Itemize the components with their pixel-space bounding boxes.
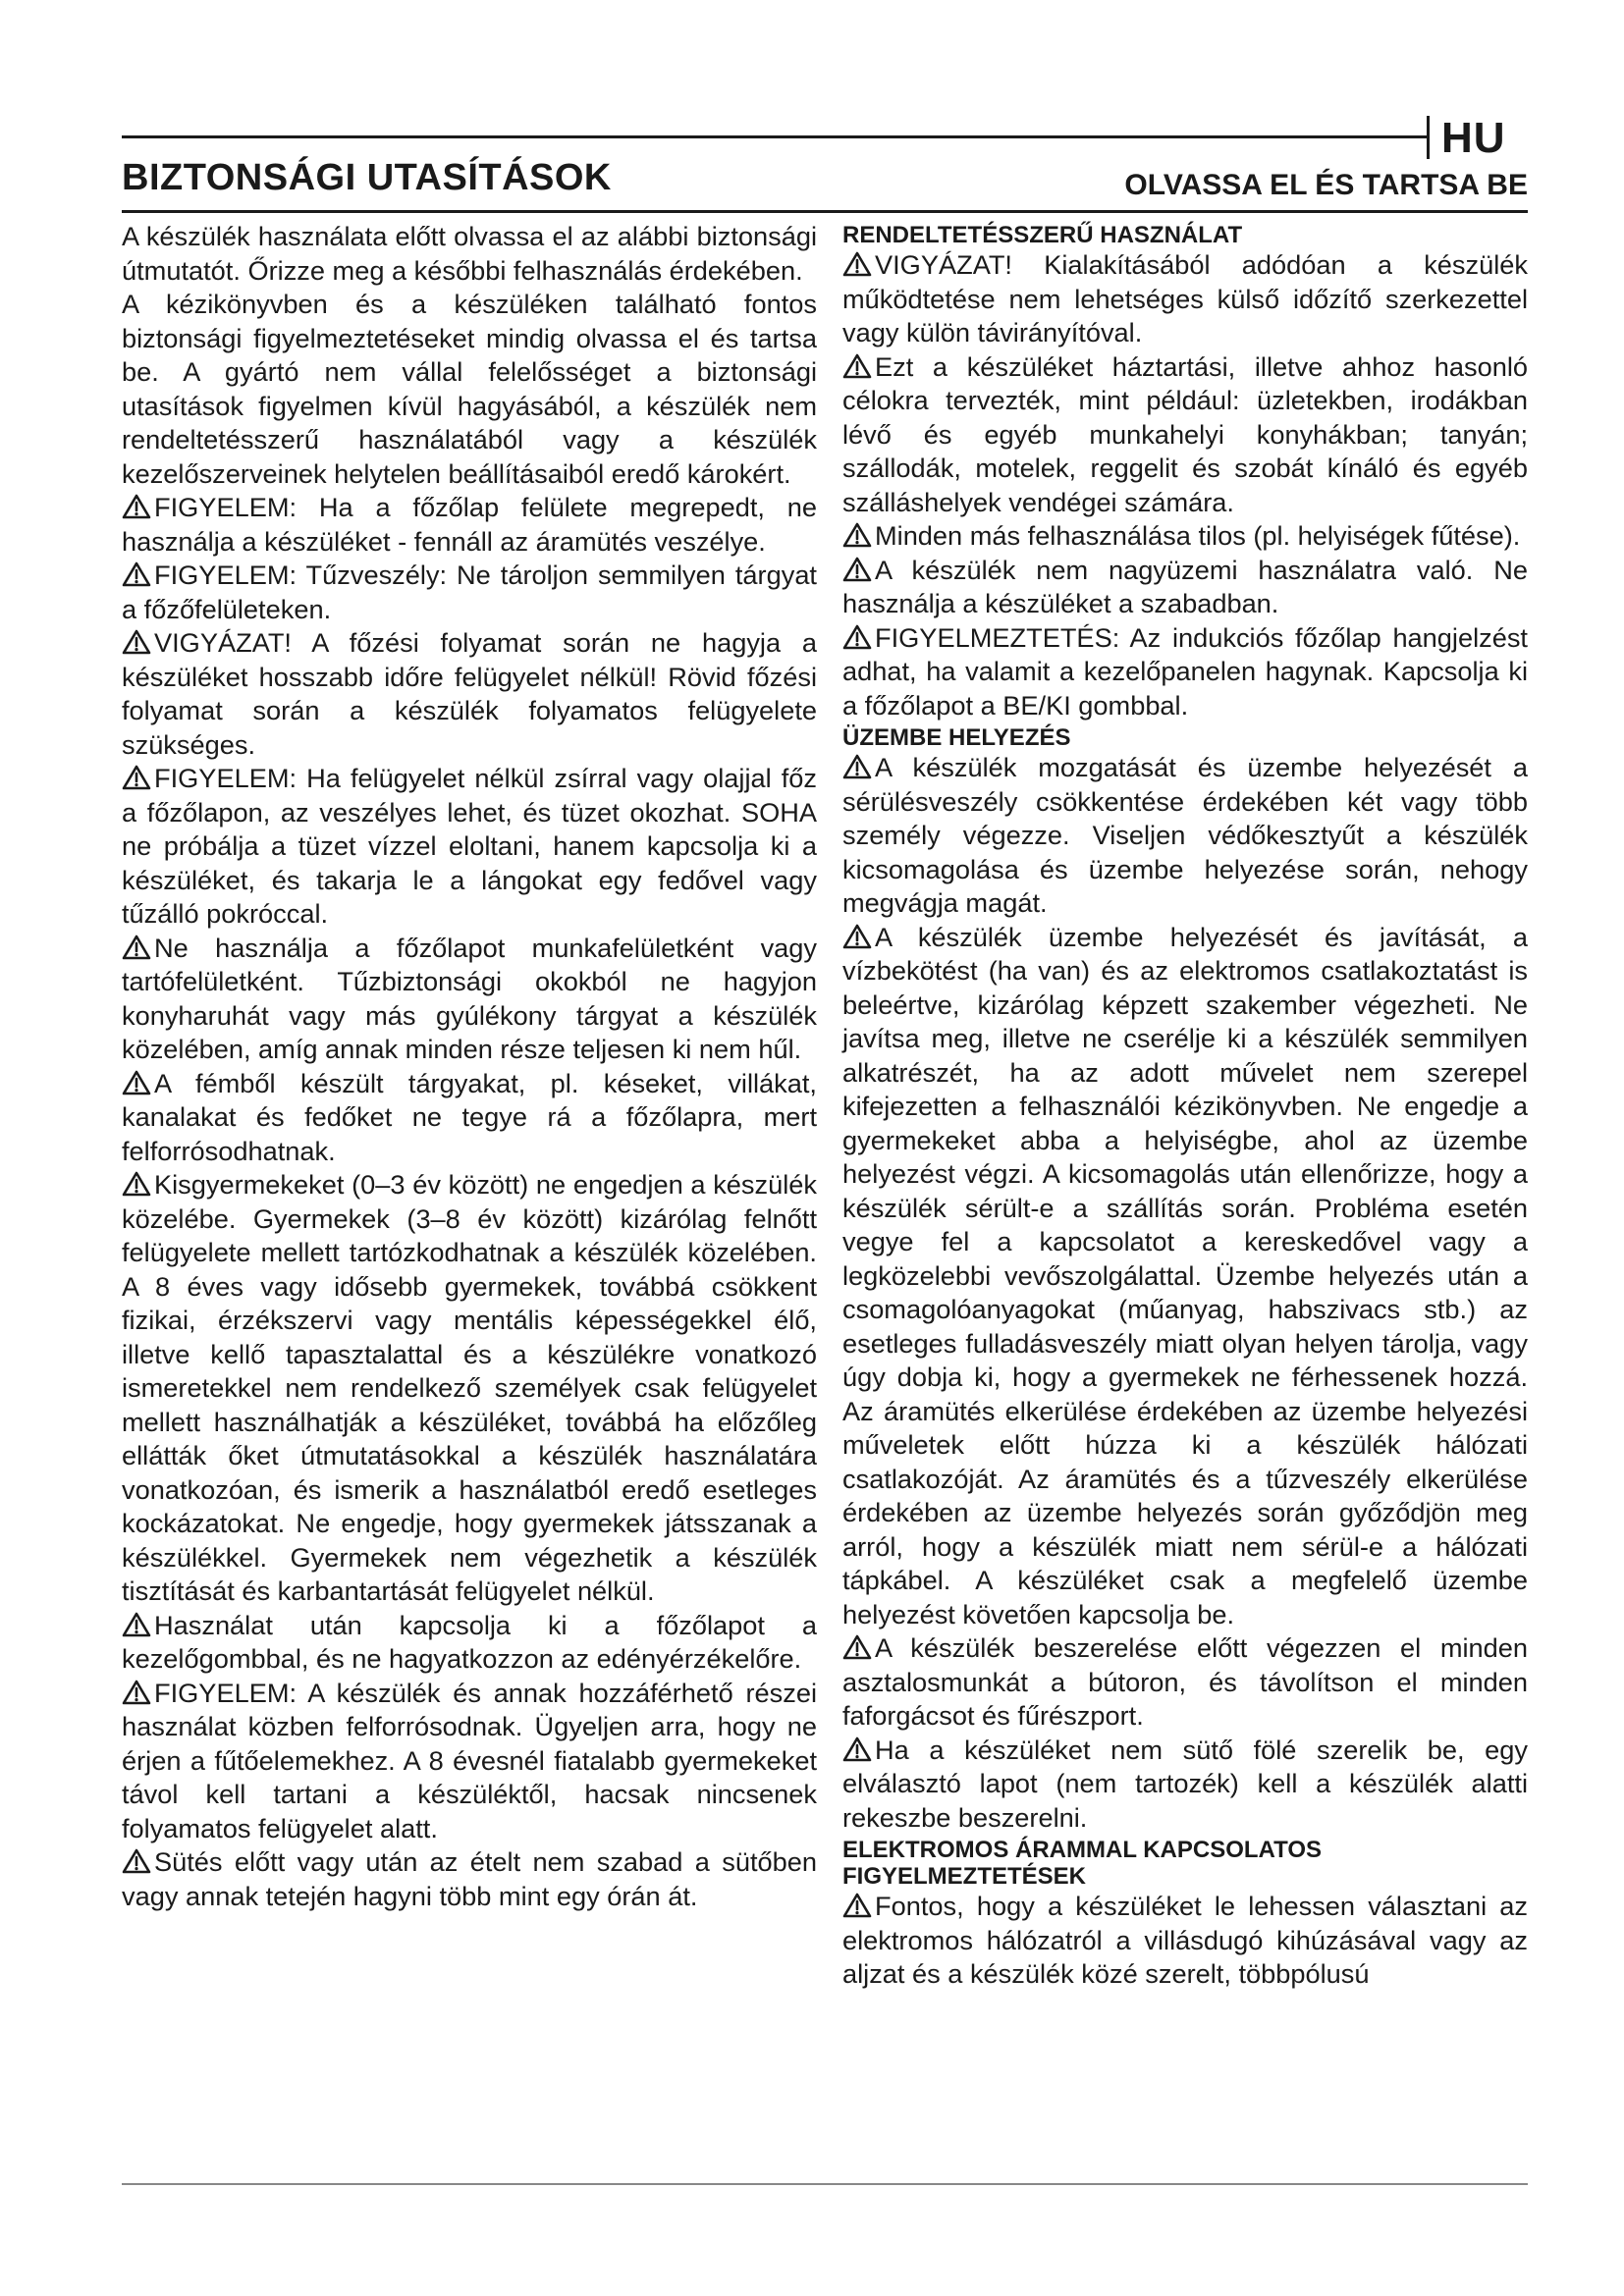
warning-paragraph [122, 559, 817, 626]
warning-triangle-icon [842, 924, 872, 949]
warning-paragraph [842, 350, 1528, 520]
paragraph-text: FIGYELEM: A készülék és annak hozzáférhető részei használat közben felforrósodnak. Ügyeljen arra, hogy ne érjen a fűtőelemekhez. A 8 évesnél fiatalabb gyermekeket távol kell tartani a készüléktől, hacsak nincsenek folyamatos felügyelet alatt. [122, 1677, 817, 1843]
title-rule [122, 210, 1528, 213]
warning-triangle-icon [122, 765, 151, 790]
warning-paragraph [122, 1168, 817, 1609]
warning-triangle-icon [122, 1612, 151, 1637]
page-subtitle: OLVASSA EL ÉS TARTSA BE [1124, 169, 1528, 201]
page-title: BIZTONSÁGI UTASÍTÁSOK [122, 157, 612, 198]
paragraph-text: Ha a készüléket nem sütő fölé szerelik be, egy elválasztó lapot (nem tartozék) kell a készülék alatti rekeszbe beszerelni. [842, 1734, 1528, 1833]
left-column [122, 220, 817, 1913]
paragraph-text: A készülék üzembe helyezését és javítását, a vízbekötést (ha van) és az elektromos csatlakoztatást is beleértve, kizárólag képzett szakember végezheti. Ne javítsa meg, illetve ne cserélje ki a készülék semmilyen alkatrészét, ha az adott művelet nem szerepel kifejezetten a felhasználói kézikönyvben. Ne engedje a gyermekeket abba a helyiségbe, ahol az üzembe helyezést végzi. A kicsomagolás után ellenőrizze, hogy a készülék sérült-e a szállítás során. Probléma esetén vegye fel a kapcsolatot a kereskedővel vagy a legközelebbi vevőszolgálattal. Üzembe helyezés után a csomagolóanyagokat (műanyag, habszivacs stb.) az esetleges fulladásveszély miatt olyan helyen tárolja, vagy úgy dobja ki, hogy a gyermekek ne férhessenek hozzá. Az áramütés elkerülése érdekében az üzembe helyezési műveletek előtt húzza ki a készülék hálózati csatlakozóját. Az áramütés és a tűzveszély elkerülése érdekében az üzembe helyezés során győződjön meg arról, hogy a készülék miatt nem sérül-e a hálózati tápkábel. A készüléket csak a megfelelő üzembe helyezést követően kapcsolja be. [842, 921, 1528, 1629]
warning-paragraph [842, 1734, 1528, 1836]
paragraph-text: A készülék nem nagyüzemi használatra való. Ne használja a készüléket a szabadban. [842, 554, 1528, 618]
warning-paragraph [842, 519, 1528, 554]
warning-triangle-icon [842, 522, 872, 548]
paragraph-text: A kézikönyvben és a készüléken található fontos biztonsági figyelmeztetéseket mindig olvassa el és tartsa be. A gyártó nem vállal felelősséget a biztonsági utasítások figyelmen kívül hagyásából, a készülék nem rendeltetésszerű használatából vagy a készülék kezelőszerveinek helytelen beállításaiból eredő károkért. [122, 289, 817, 489]
footer-rule [122, 2183, 1528, 2185]
warning-triangle-icon [122, 1070, 151, 1095]
language-code: HU [1441, 114, 1506, 162]
warning-paragraph [842, 751, 1528, 921]
warning-paragraph [842, 621, 1528, 723]
paragraph-text: FIGYELEM: Tűzveszély: Ne tároljon semmilyen tárgyat a főzőfelületeken. [122, 560, 817, 624]
warning-paragraph [842, 1631, 1528, 1734]
warning-triangle-icon [122, 1848, 151, 1874]
paragraph-text: Minden más felhasználása tilos (pl. helyiségek fűtése). [875, 520, 1521, 551]
warning-triangle-icon [122, 629, 151, 655]
paragraph-text: FIGYELEM: Ha a főzőlap felülete megrepedt, ne használja a készüléket - fennáll az áramütés veszélye. [122, 492, 817, 557]
paragraph-text: Használat után kapcsolja ki a főzőlapot a kezelőgombbal, és ne hagyatkozzon az edényérzékelőre. [122, 1609, 817, 1674]
paragraph-text: VIGYÁZAT! A főzési folyamat során ne hagyja a készüléket hosszabb időre felügyelet nélkül! Rövid főzési folyamat során a készülék folyamatos felügyelete szükséges. [122, 627, 817, 760]
paragraph-text: Ne használja a főzőlapot munkafelületként vagy tartófelületként. Tűzbiztonsági okokból ne hagyjon konyharuhát vagy más gyúlékony tárgyat a készülék közelében, amíg annak minden része teljesen ki nem hűl. [122, 932, 817, 1064]
warning-paragraph [122, 762, 817, 932]
paragraph-text: FIGYELEM: Ha felügyelet nélkül zsírral vagy olajjal főz a főzőlapon, az veszélyes lehet, és tüzet okozhat. SOHA ne próbálja a tüzet vízzel eloltani, hanem kapcsolja ki a készüléket, és takarja le a lángokat egy fedővel vagy tűzálló pokróccal. [122, 763, 817, 929]
paragraph-text: A készülék beszerelése előtt végezzen el minden asztalosmunkát a bútoron, és távolítson el minden faforgácsot és fűrészport. [842, 1632, 1528, 1731]
warning-triangle-icon [842, 251, 872, 277]
warning-triangle-icon [842, 1634, 872, 1660]
warning-triangle-icon [842, 1736, 872, 1762]
warning-triangle-icon [122, 1680, 151, 1705]
paragraph-text: Ezt a készüléket háztartási, illetve ahhoz hasonló célokra tervezték, mint például: üzletekben, irodákban lévő és egyéb munkahelyi konyhákban; tanyán; szállodák, motelek, reggelit és szobát kínáló és egyéb szálláshelyek vendégei számára. [842, 350, 1528, 517]
paragraph [122, 288, 817, 491]
header-top-rule [122, 135, 1428, 138]
paragraph [122, 220, 817, 288]
right-column [842, 220, 1528, 1992]
paragraph-text: Fontos, hogy a készüléket le lehessen választani az elektromos hálózatról a villásdugó kihúzásával vagy az aljzat és a készülék közé szerelt, többpólusú [842, 1891, 1528, 1989]
warning-paragraph [842, 921, 1528, 1632]
warning-triangle-icon [122, 934, 151, 960]
warning-triangle-icon [122, 494, 151, 519]
section-heading: ELEKTROMOS ÁRAMMAL KAPCSOLATOS FIGYELMEZTETÉSEK [842, 1837, 1323, 1890]
warning-triangle-icon [842, 624, 872, 650]
paragraph-text: FIGYELMEZTETÉS: Az indukciós főzőlap hangjelzést adhat, ha valamit a kezelőpanelen hagynak. Kapcsolja ki a főzőlapot a BE/KI gombbal. [842, 621, 1528, 721]
paragraph-text: A készülék mozgatását és üzembe helyezését a sérülésveszély csökkentése érdekében két vagy több személy végezze. Viseljen védőkesztyűt a készülék kicsomagolása és üzembe helyezése során, nehogy megvágja magát. [842, 752, 1528, 918]
warning-paragraph [122, 1067, 817, 1169]
section-heading: ÜZEMBE HELYEZÉS [842, 724, 1071, 751]
warning-paragraph [842, 248, 1528, 350]
section-heading: RENDELTETÉSSZERŰ HASZNÁLAT [842, 222, 1243, 248]
warning-paragraph [122, 626, 817, 762]
warning-triangle-icon [122, 1171, 151, 1197]
paragraph-text: Kisgyermekeket (0–3 év között) ne engedjen a készülék közelébe. Gyermekek (3–8 év között) kizárólag felnőtt felügyelete mellett tartózkodhatnak a készülék közelében. A 8 éves vagy idősebb gyermekek, továbbá csökkent fizikai, érzékszervi vagy mentális képességekkel élő, illetve kellő tapasztalattal és a készülékre vonatkozó ismeretekkel nem rendelkező személyek csak felügyelet mellett használhatják a készüléket, továbbá ha előzőleg ellátták őket útmutatásokkal a készülék használatára vonatkozóan, és ismerik a használatból eredő esetleges kockázatokat. Ne engedje, hogy gyermekek játsszanak a készülékkel. Gyermekek nem végezhetik a készülék tisztítását és karbantartását felügyelet nélkül. [122, 1169, 817, 1606]
paragraph-text: VIGYÁZAT! Kialakításából adódóan a készülék működtetése nem lehetséges külső időzítő szerkezettel vagy külön távirányítóval. [842, 249, 1528, 347]
warning-paragraph [842, 1890, 1528, 1992]
warning-triangle-icon [842, 1893, 872, 1918]
paragraph-text: Sütés előtt vagy után az ételt nem szabad a sütőben vagy annak tetején hagyni több mint egy órán át. [122, 1846, 817, 1911]
warning-paragraph [122, 1845, 817, 1913]
warning-triangle-icon [842, 557, 872, 582]
header-language-divider [1427, 116, 1430, 159]
warning-paragraph [122, 1609, 817, 1677]
warning-paragraph [122, 1677, 817, 1846]
warning-triangle-icon [842, 353, 872, 379]
paragraph-text: A fémből készült tárgyakat, pl. késeket, villákat, kanalakat és fedőket ne tegye rá a főzőlapra, mert felforrósodhatnak. [122, 1067, 817, 1166]
warning-paragraph [842, 554, 1528, 621]
warning-triangle-icon [122, 561, 151, 587]
paragraph-text: A készülék használata előtt olvassa el az alábbi biztonsági útmutatót. Őrizze meg a későbbi felhasználás érdekében. [122, 221, 817, 286]
warning-triangle-icon [842, 754, 872, 779]
warning-paragraph [122, 932, 817, 1067]
warning-paragraph [122, 491, 817, 559]
